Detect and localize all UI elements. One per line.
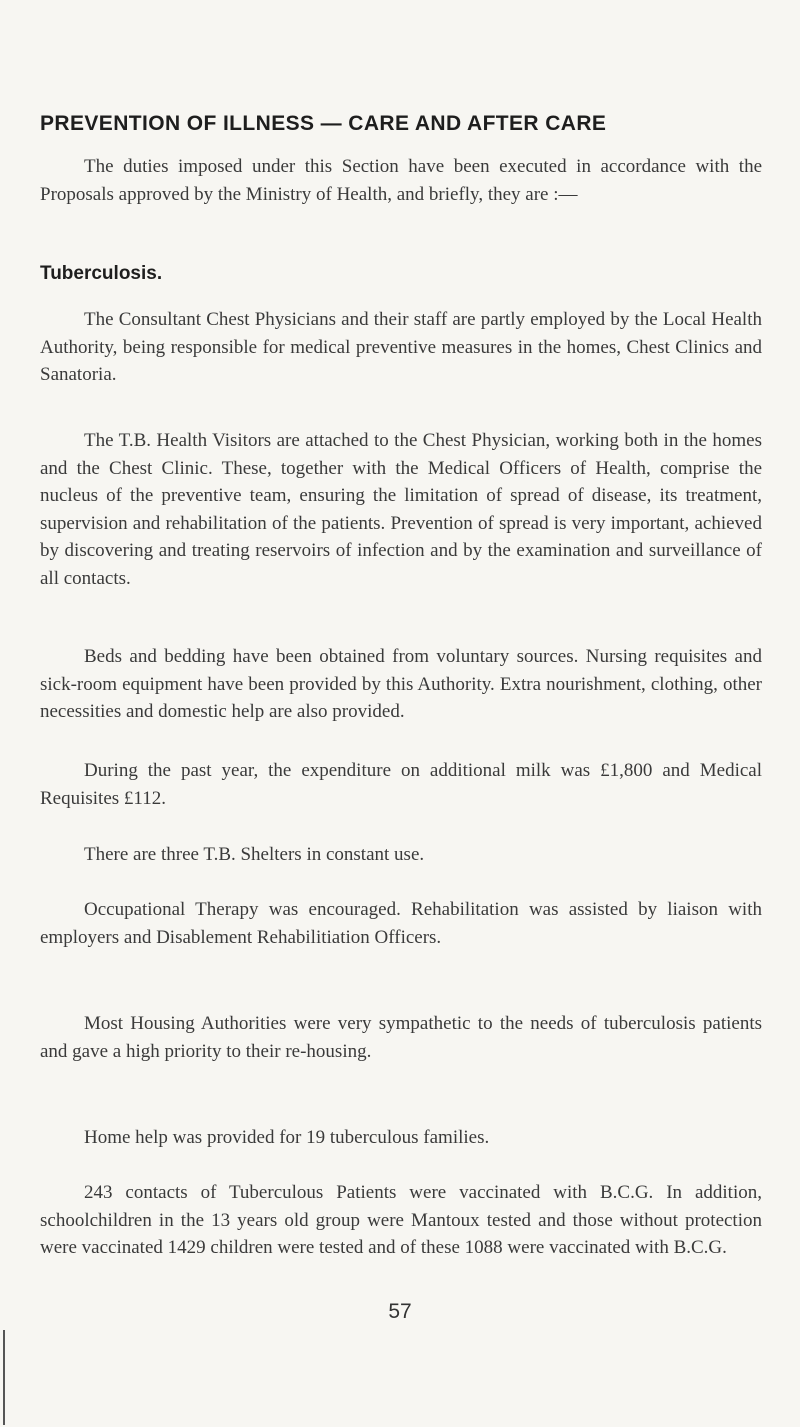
- paragraph-health-visitors: The T.B. Health Visitors are attached to the Chest Physician, working both in the homes and the Chest Clinic. These, together with the Medical Officers of Health, comprise the nucleus of the preventive team, ensuring the limitation of spread of disease, its treatment, supervision and rehabilitation of the patients. Prevention of spread is very important, achieved by discovering and treating reservoirs of infection and by the examination and surveillance of all contacts.: [40, 430, 762, 589]
- paragraph-occupational-therapy: Occupational Therapy was encouraged. Rehabilitation was assisted by liaison with employers and Disablement Rehabilitiation Officers.: [40, 899, 762, 948]
- paragraph-beds-bedding: Beds and bedding have been obtained from voluntary sources. Nursing requisites and sick-room equipment have been provided by this Authority. Extra nourishment, clothing, other necessities and domestic help are also provided.: [40, 646, 762, 722]
- page-title: PREVENTION OF ILLNESS — CARE AND AFTER CARE: [40, 112, 607, 135]
- intro-paragraph: The duties imposed under this Section have been executed in accordance with the Proposals approved by the Ministry of Health, and briefly, they are :—: [40, 156, 762, 205]
- paragraph-housing: Most Housing Authorities were very sympathetic to the needs of tuberculosis patients and gave a high priority to their re-housing.: [40, 1013, 762, 1062]
- paragraph-home-help: Home help was provided for 19 tuberculous families.: [84, 1127, 490, 1148]
- paragraph-consultants: The Consultant Chest Physicians and their staff are partly employed by the Local Health Authority, being responsible for medical preventive measures in the homes, Chest Clinics and Sanatoria.: [40, 309, 762, 385]
- paragraph-expenditure: During the past year, the expenditure on additional milk was £1,800 and Medical Requisites £112.: [40, 760, 762, 809]
- section-heading: Tuberculosis.: [40, 263, 163, 284]
- paragraph-shelters: There are three T.B. Shelters in constant use.: [84, 844, 425, 865]
- page-number: 57: [388, 1300, 412, 1323]
- margin-line: [3, 1330, 5, 1425]
- paragraph-vaccination: 243 contacts of Tuberculous Patients were vaccinated with B.C.G. In addition, schoolchildren in the 13 years old group were Mantoux tested and those without protection were vaccinated 1429 children were tested and of these 1088 were vaccinated with B.C.G.: [40, 1182, 762, 1258]
